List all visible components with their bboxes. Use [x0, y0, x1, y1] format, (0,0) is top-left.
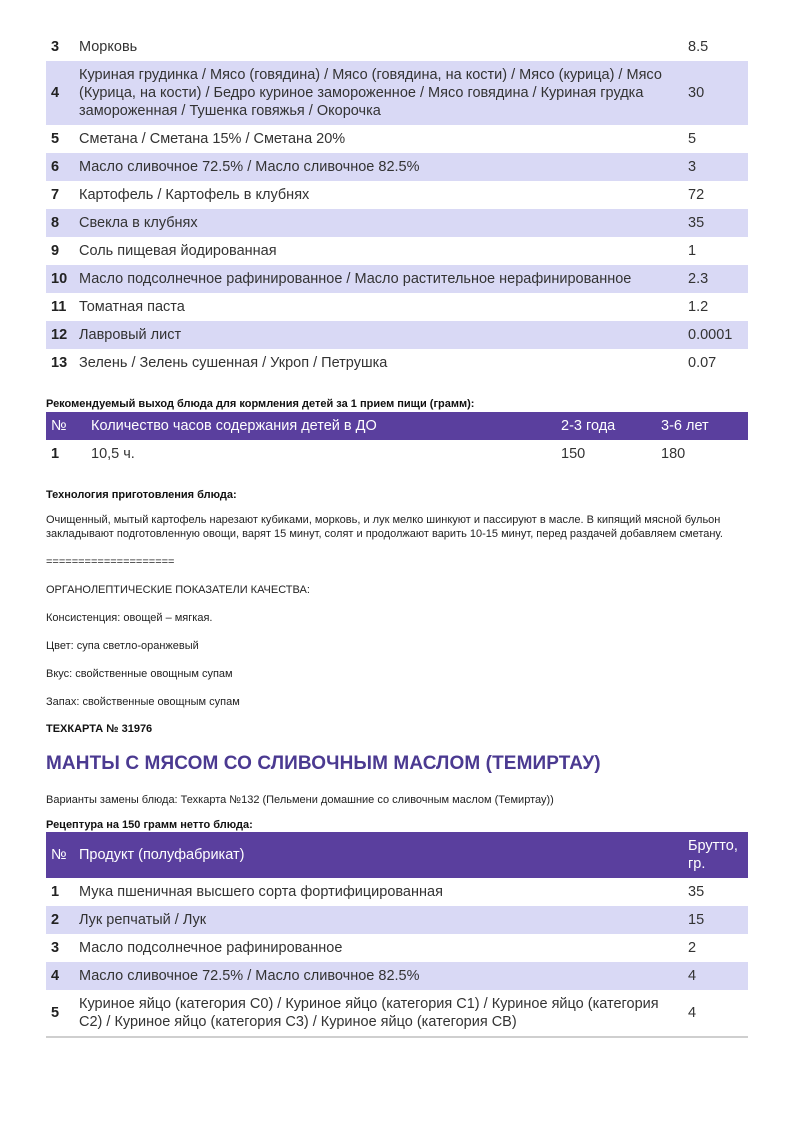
product-qty: 4: [687, 962, 748, 990]
yield-label: Рекомендуемый выход блюда для кормления детей за 1 прием пищи (грамм):: [46, 398, 475, 410]
table-row: [46, 237, 748, 265]
product-qty: 3: [687, 153, 748, 181]
product-qty: 72: [688, 187, 705, 203]
row-number: 1: [51, 446, 60, 462]
row-number: 9: [51, 243, 60, 259]
row-number: 3: [51, 940, 60, 956]
table-row: [46, 33, 748, 61]
recipe-label: Рецептура на 150 грамм нетто блюда:: [46, 819, 253, 831]
product-name: Морковь: [79, 39, 138, 55]
header-age-3-6: 3-6 лет: [661, 412, 748, 440]
technology-label: Технология приготовления блюда:: [46, 489, 237, 501]
row-number: 1: [51, 884, 60, 900]
row-number: 2: [46, 906, 75, 934]
variants-text: Варианты замены блюда: Техкарта №132 (Пельмени домашние со сливочным маслом (Темиртау)): [46, 794, 554, 806]
header-hours: Количество часов содержания детей в ДО: [91, 412, 561, 440]
table-row: [46, 990, 748, 1037]
yield-table: [46, 412, 748, 468]
table-row: [46, 293, 748, 321]
product-qty: 15: [687, 906, 748, 934]
product-name: Масло сливочное 72.5% / Масло сливочное 82.5%: [75, 153, 687, 181]
product-qty: 0.0001: [687, 321, 748, 349]
row-number: 7: [51, 187, 60, 203]
smell-text: Запах: свойственные овощным супам: [46, 696, 240, 708]
product-name: Лавровый лист: [75, 321, 687, 349]
table-row: [46, 125, 748, 153]
header-product: Продукт (полуфабрикат): [75, 832, 687, 878]
product-name: Картофель / Картофель в клубнях: [79, 187, 310, 203]
row-number: 13: [51, 355, 68, 371]
header-number: №: [46, 832, 75, 878]
row-number: 12: [46, 321, 75, 349]
table-row: [46, 153, 748, 181]
table-row: [46, 181, 748, 209]
product-name: Масло сливочное 72.5% / Масло сливочное 82.5%: [75, 962, 687, 990]
row-number: 5: [51, 1005, 60, 1021]
techcard-label: ТЕХКАРТА № 31976: [46, 723, 153, 735]
technology-text: Очищенный, мытый картофель нарезают кубиками, морковь, и лук мелко шинкуют и пассируют в масле. В кипящий мясной бульон закладывают подготовленную овощи, варят 15 минут, солят и продолжают варить 10-15 минут, перед раздачей добавляем сметану.: [46, 514, 723, 540]
product-name: Мука пшеничная высшего сорта фортифицированная: [79, 884, 443, 900]
product-qty: 35: [687, 209, 748, 237]
color-text: Цвет: супа светло-оранжевый: [46, 640, 199, 652]
product-qty: 2: [688, 940, 697, 956]
table-header-row: [46, 832, 748, 878]
product-qty: 8.5: [688, 39, 709, 55]
product-qty: 4: [688, 1005, 697, 1021]
product-name: Куриная грудинка / Мясо (говядина) / Мясо (говядина, на кости) / Мясо (курица) / Мясо (Курица, на кости) / Бедро куриное замороженное / Мясо говядина / Куриная грудка замороженная / Тушенка говяжья / Окорочка: [75, 61, 687, 125]
product-name: Сметана / Сметана 15% / Сметана 20%: [79, 131, 346, 147]
product-name: Зелень / Зелень сушенная / Укроп / Петрушка: [79, 355, 388, 371]
hours-value: 10,5 ч.: [91, 446, 135, 462]
row-number: 3: [51, 39, 60, 55]
table-row: [46, 878, 748, 906]
product-qty: 1: [688, 243, 697, 259]
separator: ====================: [46, 556, 175, 568]
row-number: 4: [46, 962, 75, 990]
product-qty: 5: [688, 131, 697, 147]
table-row: [46, 440, 748, 468]
product-qty: 35: [688, 884, 705, 900]
header-number: №: [46, 412, 91, 440]
product-name: Лук репчатый / Лук: [75, 906, 687, 934]
table-row: [46, 209, 748, 237]
row-number: 6: [46, 153, 75, 181]
row-number: 10: [46, 265, 75, 293]
product-qty: 30: [687, 61, 748, 125]
table-row: [46, 265, 748, 293]
age-3-6-value: 180: [661, 446, 686, 462]
recipe-table: [46, 832, 748, 1038]
product-name: Соль пищевая йодированная: [79, 243, 277, 259]
table-row: [46, 349, 748, 377]
table-row: [46, 934, 748, 962]
row-number: 5: [51, 131, 60, 147]
product-qty: 1.2: [688, 299, 709, 315]
table-header-row: [46, 412, 748, 440]
table-row: [46, 321, 748, 349]
table-row: [46, 962, 748, 990]
organoleptic-title: ОРГАНОЛЕПТИЧЕСКИЕ ПОКАЗАТЕЛИ КАЧЕСТВА:: [46, 584, 310, 596]
product-name: Свекла в клубнях: [75, 209, 687, 237]
product-name: Масло подсолнечное рафинированное: [79, 940, 343, 956]
header-age-2-3: 2-3 года: [561, 412, 661, 440]
product-qty: 2.3: [687, 265, 748, 293]
product-name: Томатная паста: [79, 299, 185, 315]
table-row: [46, 906, 748, 934]
taste-text: Вкус: свойственные овощным супам: [46, 668, 233, 680]
dish-title: МАНТЫ С МЯСОМ СО СЛИВОЧНЫМ МАСЛОМ (ТЕМИРТАУ): [46, 753, 601, 774]
product-qty: 0.07: [688, 355, 717, 371]
product-name: Куриное яйцо (категория С0) / Куриное яйцо (категория С1) / Куриное яйцо (категория С2) / Куриное яйцо (категория С3) / Куриное яйцо (категория СВ): [79, 996, 659, 1030]
product-name: Масло подсолнечное рафинированное / Масло растительное нерафинированное: [75, 265, 687, 293]
table-row: [46, 61, 748, 125]
row-number: 8: [46, 209, 75, 237]
row-number: 4: [46, 61, 75, 125]
header-gross: Брутто, гр.: [687, 832, 748, 878]
age-2-3-value: 150: [561, 446, 586, 462]
consistency-text: Консистенция: овощей – мягкая.: [46, 612, 213, 624]
row-number: 11: [51, 299, 67, 315]
ingredients-table: [46, 33, 748, 377]
document-page: [46, 33, 748, 1038]
